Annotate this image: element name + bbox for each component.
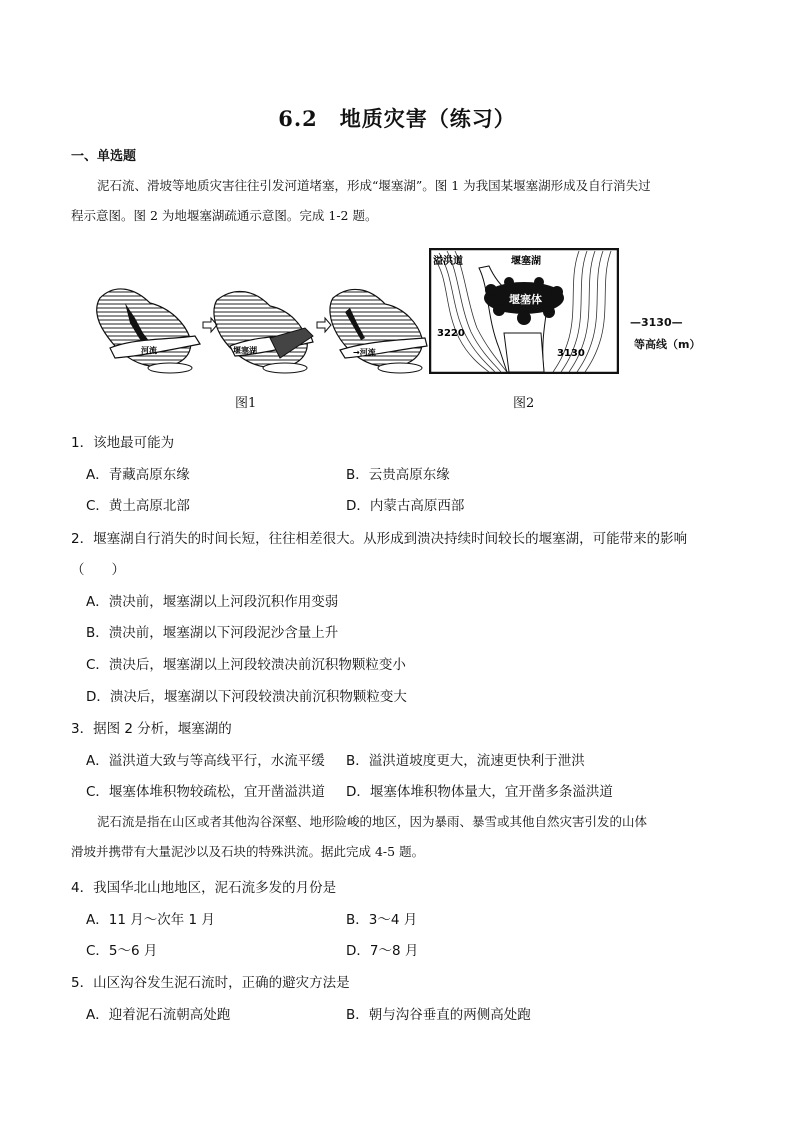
question-1-stem: 1．该地最可能为 xyxy=(71,435,175,451)
intro2-line1: 泥石流是指在山区或者其他沟谷深壑、地形险峻的地区，因为暴雨、暴雪或其他自然灾害引发的山体 xyxy=(97,814,648,829)
fig1-panel-1 xyxy=(97,289,200,373)
intro-paragraph-2 xyxy=(71,807,723,867)
figure-1-diagram xyxy=(95,278,430,378)
intro1-line2: 程示意图。图 2 为地堰塞湖疏通示意图。完成 1-2 题。 xyxy=(71,208,378,223)
fig1-label-lake: 堰塞湖 xyxy=(233,346,257,355)
figure-2-caption: 图2 xyxy=(513,396,535,411)
intro1-line1: 泥石流、滑坡等地质灾害往往引发河道堵塞，形成“堰塞湖”。图 1 为我国某堰塞湖形成及自行消失过 xyxy=(97,178,651,193)
fig2-legend-contour-value: —3130— xyxy=(630,316,683,329)
fig1-panel-2 xyxy=(214,291,313,373)
fig2-label-lake: 堰塞湖 xyxy=(511,256,541,267)
fig1-label-river3: →河流 xyxy=(353,348,376,357)
figure-1-caption: 图1 xyxy=(235,396,257,411)
q5-option-b: B．朝与沟谷垂直的两侧高处跑 xyxy=(346,1007,531,1023)
page-title: 6.2 地质灾害（练习） xyxy=(278,106,516,131)
fig2-label-elev2: 3130 xyxy=(557,348,585,359)
q4-option-a: A．11 月～次年 1 月 xyxy=(86,912,215,928)
q3-option-c: C．堰塞体堆积物较疏松，宜开凿溢洪道 xyxy=(86,784,325,800)
section-heading: 一、单选题 xyxy=(71,149,137,164)
q2-option-c: C．溃决后，堰塞湖以上河段较溃决前沉积物颗粒变小 xyxy=(86,657,406,673)
q4-option-c: C．5～6 月 xyxy=(86,943,158,959)
q5-option-a: A．迎着泥石流朝高处跑 xyxy=(86,1007,231,1023)
question-5-stem: 5．山区沟谷发生泥石流时，正确的避灾方法是 xyxy=(71,975,350,991)
question-3-stem: 3．据图 2 分析，堰塞湖的 xyxy=(71,721,232,737)
q1-option-b: B．云贵高原东缘 xyxy=(346,467,450,483)
q2-option-a: A．溃决前，堰塞湖以上河段沉积作用变弱 xyxy=(86,594,339,610)
fig2-legend-contour-label: 等高线（m） xyxy=(634,338,701,351)
question-2-stem: 2．堰塞湖自行消失的时间长短，往往相差很大。从形成到溃决持续时间较长的堰塞湖，可能带来的影响 xyxy=(71,531,688,547)
q1-option-d: D．内蒙古高原西部 xyxy=(346,498,465,514)
fig2-label-elev1: 3220 xyxy=(437,328,465,339)
q3-option-a: A．溢洪道大致与等高线平行，水流平缓 xyxy=(86,753,325,769)
figure-2-diagram xyxy=(429,248,619,374)
q4-option-d: D．7～8 月 xyxy=(346,943,419,959)
fig1-label-river1: 河流 xyxy=(141,346,157,355)
intro-paragraph-1 xyxy=(71,171,723,231)
q4-option-b: B．3～4 月 xyxy=(346,912,418,928)
q3-option-b: B．溢洪道坡度更大，流速更快利于泄洪 xyxy=(346,753,585,769)
q1-option-a: A．青藏高原东缘 xyxy=(86,467,190,483)
fig1-panel-3 xyxy=(330,289,427,373)
q2-option-b: B．溃决前，堰塞湖以下河段泥沙含量上升 xyxy=(86,625,339,641)
question-4-stem: 4．我国华北山地地区，泥石流多发的月份是 xyxy=(71,880,337,896)
q1-option-c: C．黄土高原北部 xyxy=(86,498,190,514)
fig2-label-dam: 堰塞体 xyxy=(509,293,542,306)
question-2-stem-bracket: （ ） xyxy=(71,562,125,578)
intro2-line2: 滑坡并携带有大量泥沙以及石块的特殊洪流。据此完成 4-5 题。 xyxy=(71,844,425,859)
q2-option-d: D．溃决后，堰塞湖以下河段较溃决前沉积物颗粒变大 xyxy=(86,689,407,705)
fig1-arrow-2 xyxy=(317,318,331,332)
fig2-label-spillway: 溢洪道 xyxy=(433,256,463,267)
q3-option-d: D．堰塞体堆积物体量大，宜开凿多条溢洪道 xyxy=(346,784,613,800)
